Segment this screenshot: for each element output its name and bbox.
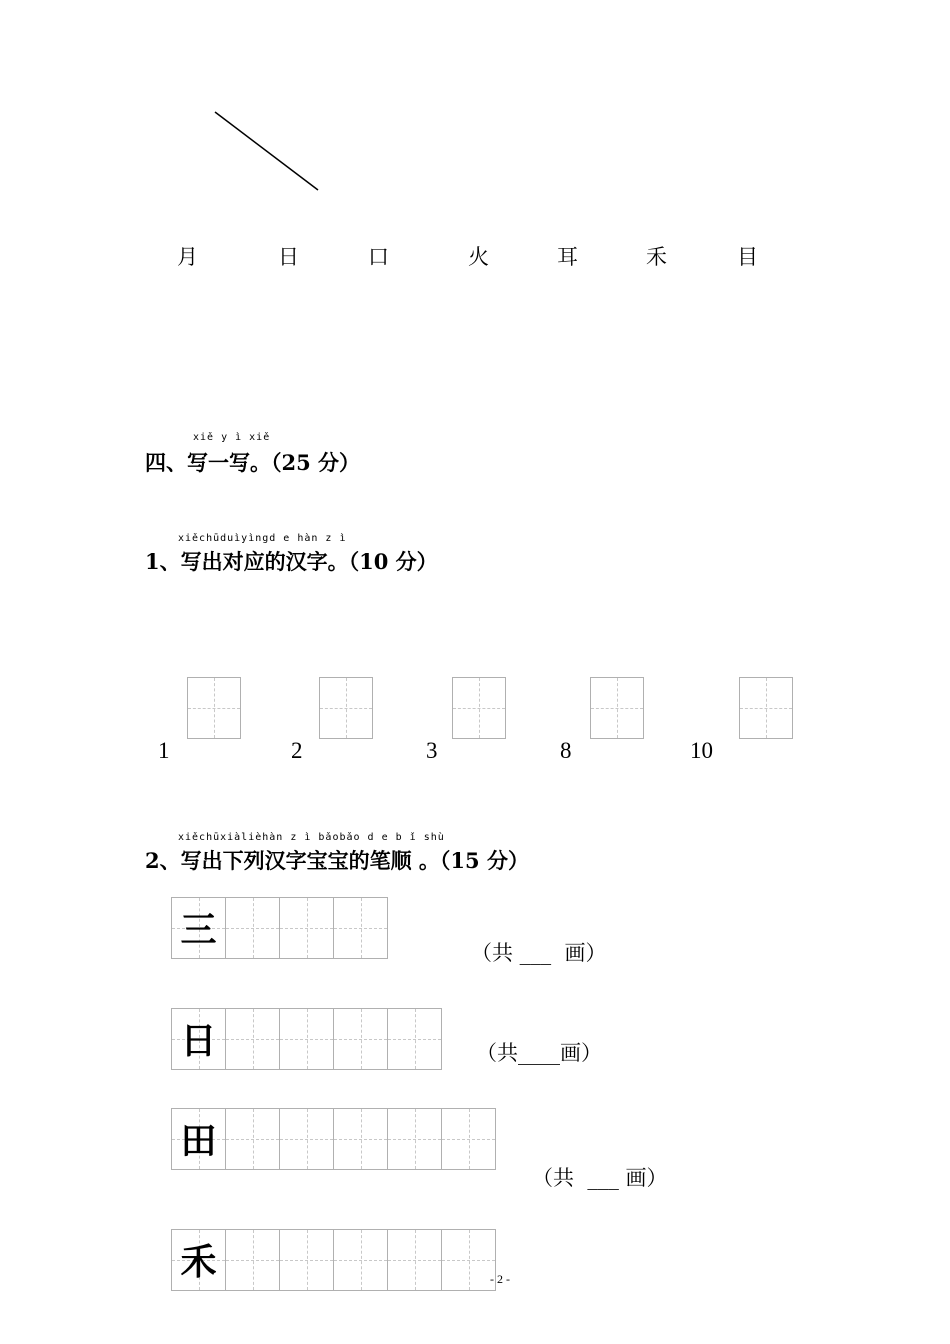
model-character-cell — [171, 1008, 226, 1070]
stroke-grid-row — [171, 1229, 495, 1291]
stroke-cell[interactable] — [279, 1008, 334, 1070]
number-label: 8 — [560, 738, 572, 763]
model-character: 日 — [180, 1020, 217, 1062]
page-number: - 2 - — [490, 1272, 510, 1286]
stroke-count-text: （共 ___ 画） — [532, 1166, 668, 1190]
matching-character: 口 — [368, 245, 389, 269]
stroke-cell[interactable] — [225, 1108, 280, 1170]
stroke-cell[interactable] — [387, 1108, 442, 1170]
q2-pinyin: xiěchūxiàlièhàn z ì bǎobǎo d e b ǐ shù — [178, 832, 445, 843]
stroke-cell[interactable] — [441, 1108, 496, 1170]
tian-grid-box[interactable] — [590, 677, 644, 739]
matching-character: 月 — [177, 245, 198, 269]
stroke-cell[interactable] — [279, 1108, 334, 1170]
model-character-cell — [171, 1229, 226, 1291]
number-label: 3 — [426, 738, 438, 763]
section4-title: 四、写一写。（25 分） — [145, 450, 361, 475]
stroke-cell[interactable] — [387, 1229, 442, 1291]
matching-character: 日 — [278, 245, 299, 269]
model-character: 三 — [180, 909, 217, 951]
tian-grid-box[interactable] — [187, 677, 241, 739]
model-character: 禾 — [180, 1241, 217, 1283]
stroke-cell[interactable] — [333, 1108, 388, 1170]
tian-grid-box[interactable] — [319, 677, 373, 739]
stroke-cell[interactable] — [279, 897, 334, 959]
stroke-cell[interactable] — [225, 897, 280, 959]
tian-grid-box[interactable] — [739, 677, 793, 739]
stroke-cell[interactable] — [279, 1229, 334, 1291]
matching-character: 耳 — [557, 245, 578, 269]
stroke-cell[interactable] — [441, 1229, 496, 1291]
stroke-cell[interactable] — [387, 1008, 442, 1070]
model-character-cell — [171, 1108, 226, 1170]
stroke-cell[interactable] — [225, 1229, 280, 1291]
number-label: 10 — [690, 738, 713, 763]
q2-title: 2、写出下列汉字宝宝的笔顺 。（15 分） — [145, 848, 529, 873]
stroke-grid-row — [171, 1108, 495, 1170]
q1-pinyin: xiěchūduìyìngd e hàn z ì — [178, 533, 347, 544]
stroke-cell[interactable] — [333, 1229, 388, 1291]
stroke-cell[interactable] — [225, 1008, 280, 1070]
model-character-cell — [171, 897, 226, 959]
number-label: 2 — [291, 738, 303, 763]
stroke-cell[interactable] — [333, 1008, 388, 1070]
stroke-grid-row — [171, 897, 387, 959]
q1-title: 1、写出对应的汉字。（10 分） — [145, 549, 438, 574]
model-character: 田 — [180, 1120, 217, 1162]
matching-character: 火 — [468, 245, 489, 269]
number-label: 1 — [158, 738, 170, 763]
stroke-count-text: （共 ___ 画） — [471, 941, 607, 965]
matching-character: 目 — [737, 245, 758, 269]
stroke-cell[interactable] — [333, 897, 388, 959]
stroke-count-text: （共____画） — [476, 1041, 602, 1065]
stroke-grid-row — [171, 1008, 441, 1070]
matching-character: 禾 — [646, 245, 667, 269]
tian-grid-box[interactable] — [452, 677, 506, 739]
section4-pinyin: xiě y ì xiě — [193, 432, 271, 443]
